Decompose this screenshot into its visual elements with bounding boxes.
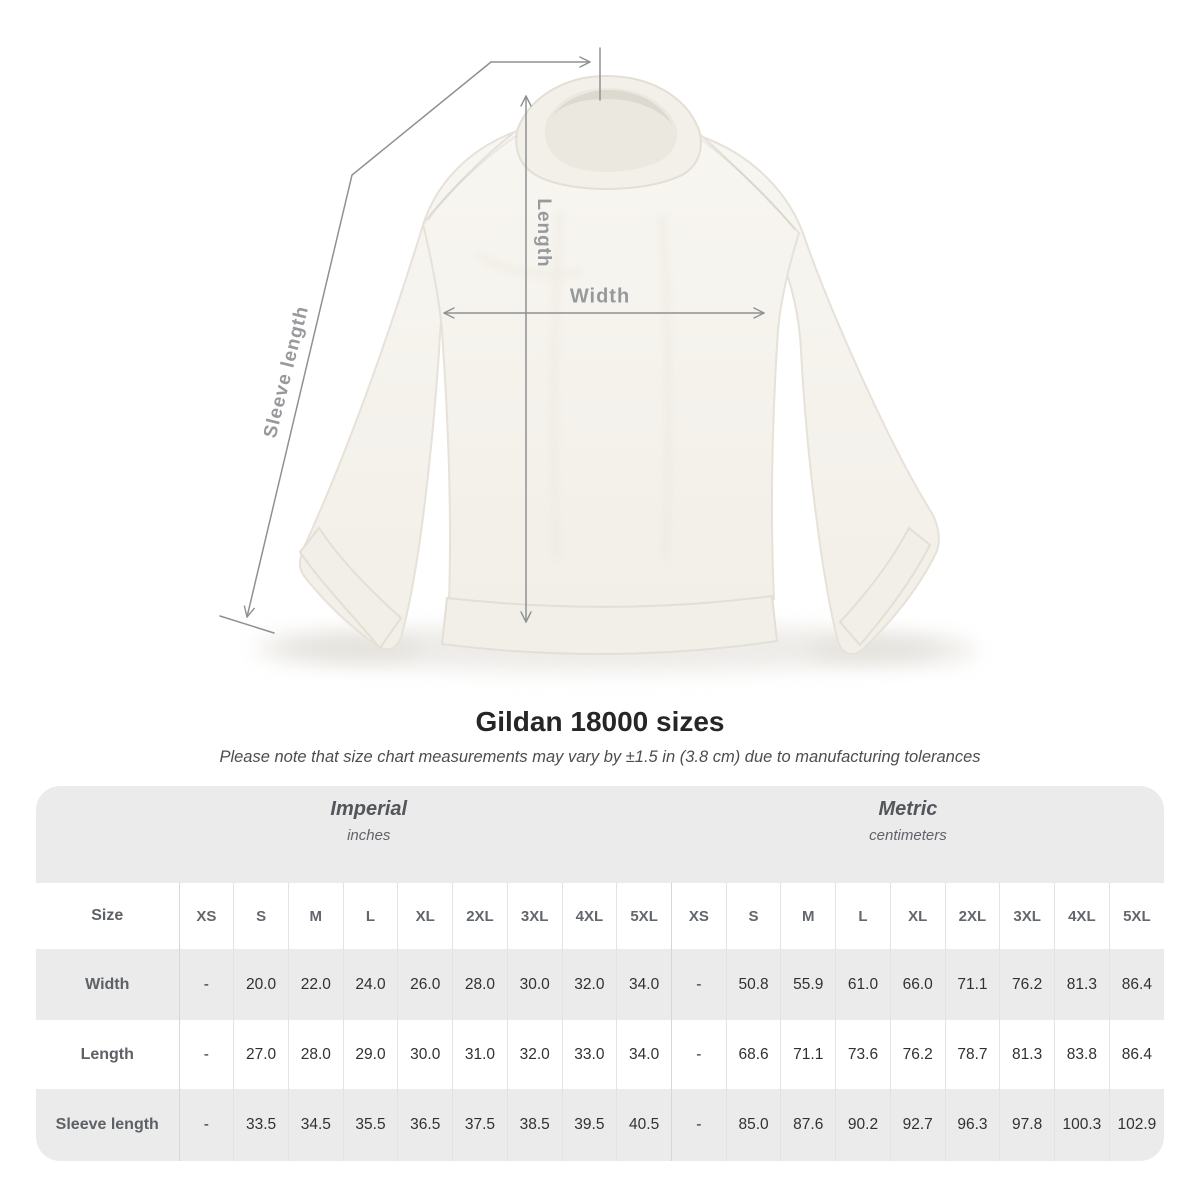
size-header-cell: 5XL [1109,883,1164,949]
sleeve-length-row [36,1089,1164,1161]
page-title: Gildan 18000 sizes [475,706,725,737]
row-label: Sleeve length [55,1116,159,1133]
inches-label: inches [347,827,391,844]
metric-unit-group [869,786,947,844]
value-cell: 87.6 [781,1089,836,1161]
size-header-cell: L [836,883,891,949]
value-cell: 32.0 [562,949,617,1020]
size-chart-card [36,786,1164,1161]
size-header-cell: XL [890,883,945,949]
value-cell: 73.6 [836,1020,891,1089]
centimeters-label: centimeters [869,827,947,844]
value-cell: 61.0 [836,949,891,1020]
size-header-cell: 3XL [507,883,562,949]
size-header-cell: L [343,883,398,949]
value-cell: 55.9 [781,949,836,1020]
value-cell: 92.7 [890,1089,945,1161]
tolerance-note: Please note that size chart measurements may vary by ±1.5 in (3.8 cm) due to manufacturing tolerances [219,748,981,766]
value-cell: 28.0 [288,1020,343,1089]
value-cell: - [671,949,726,1020]
size-column-header: Size [91,907,124,924]
value-cell: 97.8 [1000,1089,1055,1161]
value-cell: 90.2 [836,1089,891,1161]
value-cell: 22.0 [288,949,343,1020]
value-cell: 76.2 [890,1020,945,1089]
size-header-cell: S [234,883,289,949]
value-cell: 35.5 [343,1089,398,1161]
value-cell: 33.5 [234,1089,289,1161]
value-cell: 39.5 [562,1089,617,1161]
size-header-cell: XS [179,883,234,949]
size-table [36,883,1164,1161]
width-row [36,949,1164,1020]
length-row [36,1020,1164,1089]
value-cell: - [179,949,234,1020]
value-cell: 27.0 [234,1020,289,1089]
value-cell: 30.0 [398,1020,453,1089]
value-cell: - [671,1089,726,1161]
value-cell: 76.2 [1000,949,1055,1020]
row-label: Width [85,975,130,993]
value-cell: 100.3 [1055,1089,1110,1161]
collar [516,76,701,189]
width-measure-label: Width [569,285,631,308]
value-cell: 83.8 [1055,1020,1110,1089]
value-cell: 37.5 [453,1089,508,1161]
value-cell: 24.0 [343,949,398,1020]
value-cell: 34.0 [617,1020,672,1089]
value-cell: 28.0 [453,949,508,1020]
value-cell: 96.3 [945,1089,1000,1161]
size-header-cell: 2XL [945,883,1000,949]
value-cell: 71.1 [945,949,1000,1020]
sleeve-measure-end-tick [220,616,274,633]
value-cell: 68.6 [726,1020,781,1089]
value-cell: 86.4 [1109,1020,1164,1089]
size-header-cell: 4XL [562,883,617,949]
size-header-cell: S [726,883,781,949]
sweatshirt-body [423,120,799,611]
size-header-cell: M [781,883,836,949]
value-cell: - [179,1020,234,1089]
value-cell: 33.0 [562,1020,617,1089]
size-header-row [36,883,1164,949]
metric-label: Metric [878,798,938,820]
value-cell: 32.0 [507,1020,562,1089]
length-measure-label: Length [533,198,554,268]
value-cell: 36.5 [398,1089,453,1161]
size-header-cell: XS [671,883,726,949]
value-cell: 81.3 [1055,949,1110,1020]
value-cell: - [179,1089,234,1161]
value-cell: 40.5 [617,1089,672,1161]
value-cell: 86.4 [1109,949,1164,1020]
row-label: Length [80,1045,134,1063]
size-header-cell: M [288,883,343,949]
value-cell: 38.5 [507,1089,562,1161]
value-cell: 66.0 [890,949,945,1020]
value-cell: 29.0 [343,1020,398,1089]
imperial-unit-group [330,786,407,844]
value-cell: 85.0 [726,1089,781,1161]
size-header-cell: 2XL [453,883,508,949]
value-cell: 31.0 [453,1020,508,1089]
size-header-cell: XL [398,883,453,949]
value-cell: 78.7 [945,1020,1000,1089]
value-cell: 50.8 [726,949,781,1020]
value-cell: 34.0 [617,949,672,1020]
imperial-label: Imperial [330,798,408,820]
size-header-cell: 3XL [1000,883,1055,949]
value-cell: 30.0 [507,949,562,1020]
value-cell: 20.0 [234,949,289,1020]
value-cell: 81.3 [1000,1020,1055,1089]
value-cell: 26.0 [398,949,453,1020]
size-header-cell: 4XL [1055,883,1110,949]
units-header [36,786,1164,883]
sleeve-length-measure-label: Sleeve length [259,303,314,441]
value-cell: 71.1 [781,1020,836,1089]
value-cell: 102.9 [1109,1089,1164,1161]
value-cell: - [671,1020,726,1089]
size-header-cell: 5XL [617,883,672,949]
value-cell: 34.5 [288,1089,343,1161]
